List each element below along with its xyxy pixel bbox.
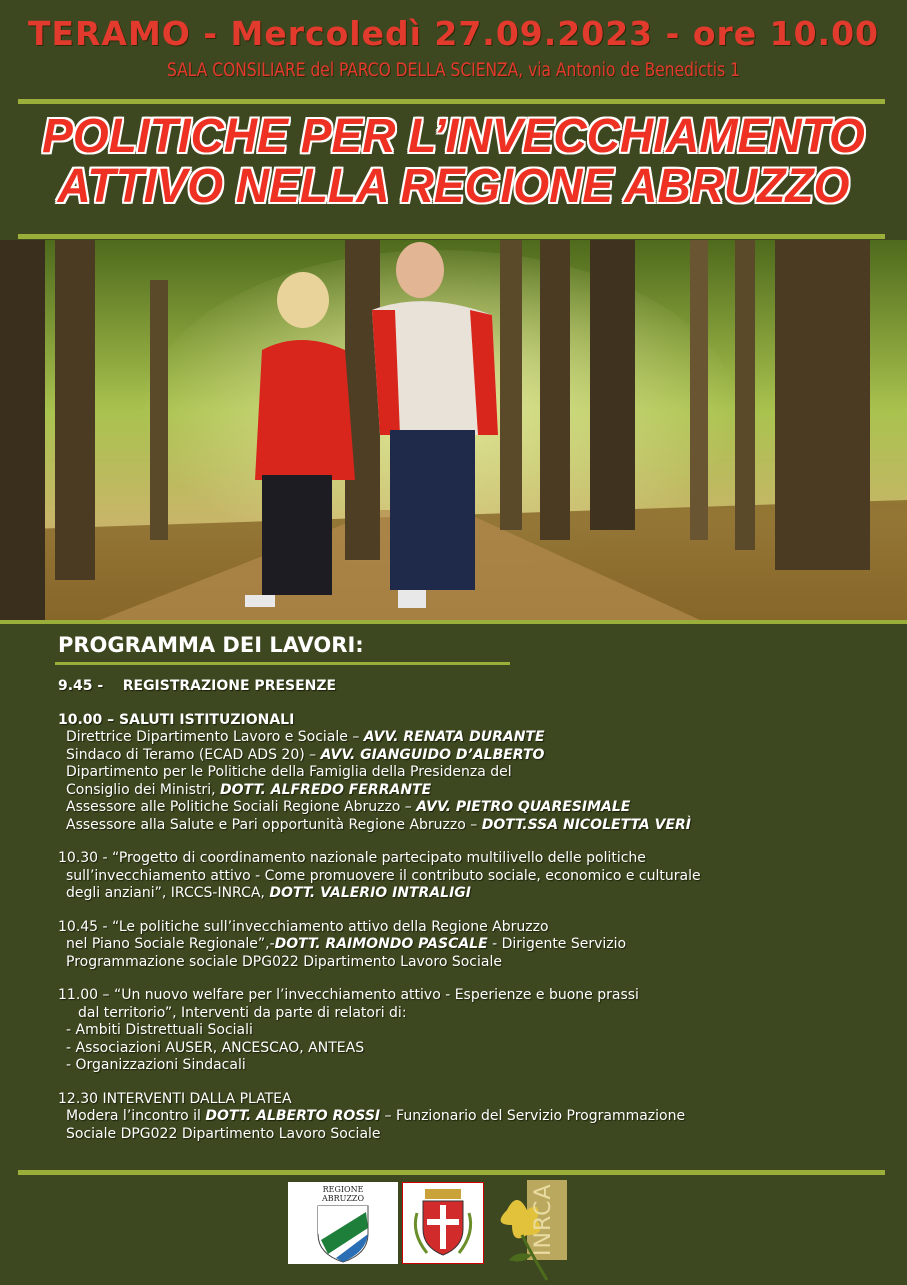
divider-top: [18, 99, 885, 104]
speaker-role: Consiglio dei Ministri,: [66, 781, 220, 798]
saluti-line: [58, 729, 898, 747]
saluti-line: [58, 747, 898, 765]
venue-line: SALA CONSILIARE del PARCO DELLA SCIENZA, via Antonio de Benedictis 1: [167, 60, 740, 81]
agenda-text: - Dirigente Servizio: [487, 936, 627, 952]
agenda-item-saluti: [58, 712, 898, 835]
agenda-item-1045: [58, 919, 898, 972]
logo-strip: [0, 1180, 907, 1285]
agenda-text: – Funzionario del Servizio Programmazione: [380, 1108, 686, 1124]
speaker-role: Direttrice Dipartimento Lavoro e Sociale –: [66, 729, 364, 745]
abruzzo-shield-icon: [288, 1182, 398, 1264]
speaker-name: DOTT. ALFREDO FERRANTE: [219, 781, 432, 798]
speaker-role: Assessore alla Salute e Pari opportunità Regione Abruzzo –: [66, 816, 482, 833]
main-title: [18, 112, 889, 212]
saluti-line: [58, 782, 898, 800]
agenda-line: 11.00 – “Un nuovo welfare per l’invecchiamento attivo - Esperienze e buone prassi: [58, 987, 639, 1003]
hero-photo: [0, 240, 907, 620]
speaker-name: DOTT.SSA NICOLETTA VERÌ: [481, 816, 691, 833]
agenda-line: [58, 936, 898, 954]
main-title-line1: POLITICHE PER L’INVECCHIAMENTO: [42, 110, 865, 163]
saluti-heading: 10.00 – SALUTI ISTITUZIONALI: [58, 711, 295, 728]
agenda-line: [58, 1108, 898, 1126]
agenda-line: 10.30 - “Progetto di coordinamento nazionale partecipato multilivello delle politiche: [58, 850, 646, 866]
regione-abruzzo-logo: [288, 1182, 398, 1264]
teramo-crest-icon: [403, 1183, 483, 1263]
agenda-line: sull’invecchiamento attivo - Come promuovere il contributo sociale, economico e culturale: [66, 867, 701, 884]
divider-photo: [0, 620, 907, 624]
saluti-line: [58, 817, 898, 835]
program-heading: PROGRAMMA DEI LAVORI:: [58, 633, 364, 657]
agenda-item-registration: [58, 678, 898, 696]
saluti-line: Dipartimento per le Politiche della Famiglia della Presidenza del: [66, 764, 512, 780]
agenda-line: Sociale DPG022 Dipartimento Lavoro Sociale: [66, 1125, 381, 1142]
agenda-line: Programmazione sociale DPG022 Dipartimento Lavoro Sociale: [66, 953, 502, 970]
agenda-line: [58, 885, 898, 903]
agenda-list-item: - Associazioni AUSER, ANCESCAO, ANTEAS: [66, 1039, 365, 1056]
agenda-text: degli anziani”, IRCCS-INRCA,: [66, 885, 270, 901]
speaker-name: DOTT. VALERIO INTRALIGI: [269, 885, 471, 901]
agenda-line: dal territorio”, Interventi da parte di relatori di:: [78, 1004, 407, 1021]
agenda-text: nel Piano Sociale Regionale”,-: [66, 936, 275, 952]
date-line: TERAMO - Mercoledì 27.09.2023 - ore 10.00: [27, 14, 880, 53]
speaker-role: Sindaco di Teramo (ECAD ADS 20) –: [66, 746, 321, 763]
agenda-line: 12.30 INTERVENTI DALLA PLATEA: [58, 1090, 292, 1107]
speaker-name: AVV. PIETRO QUARESIMALE: [416, 799, 631, 815]
agenda-line: 10.45 - “Le politiche sull’invecchiamento attivo della Regione Abruzzo: [58, 918, 549, 935]
divider-bottom: [18, 1170, 885, 1175]
speaker-name: DOTT. ALBERTO ROSSI: [205, 1108, 381, 1124]
agenda-item-1030: [58, 850, 898, 903]
agenda-list-item: - Ambiti Distrettuali Sociali: [66, 1022, 253, 1038]
agenda-text: Modera l’incontro il: [66, 1108, 206, 1124]
inrca-logo: [487, 1180, 597, 1285]
saluti-line: [58, 799, 898, 817]
speaker-role: Assessore alle Politiche Sociali Regione Abruzzo –: [66, 799, 417, 815]
registration-line: 9.45 - REGISTRAZIONE PRESENZE: [58, 678, 337, 694]
regione-abruzzo-logo-text: REGIONE ABRUZZO: [321, 1185, 365, 1203]
speaker-name: AVV. RENATA DURANTE: [363, 729, 545, 745]
agenda-item-1100: [58, 987, 898, 1075]
program-heading-underline: [55, 662, 510, 665]
divider-title: [18, 234, 885, 239]
program-list: [58, 678, 898, 1159]
main-title-line2: ATTIVO NELLA REGIONE ABRUZZO: [57, 160, 850, 213]
speaker-name: AVV. GIANGUIDO D’ALBERTO: [320, 746, 545, 763]
speaker-name: DOTT. RAIMONDO PASCALE: [274, 936, 488, 952]
comune-teramo-logo: [402, 1182, 484, 1264]
inrca-logo-text: INRCA: [531, 1183, 556, 1256]
agenda-item-1230: [58, 1091, 898, 1144]
agenda-list-item: - Organizzazioni Sindacali: [66, 1057, 246, 1073]
